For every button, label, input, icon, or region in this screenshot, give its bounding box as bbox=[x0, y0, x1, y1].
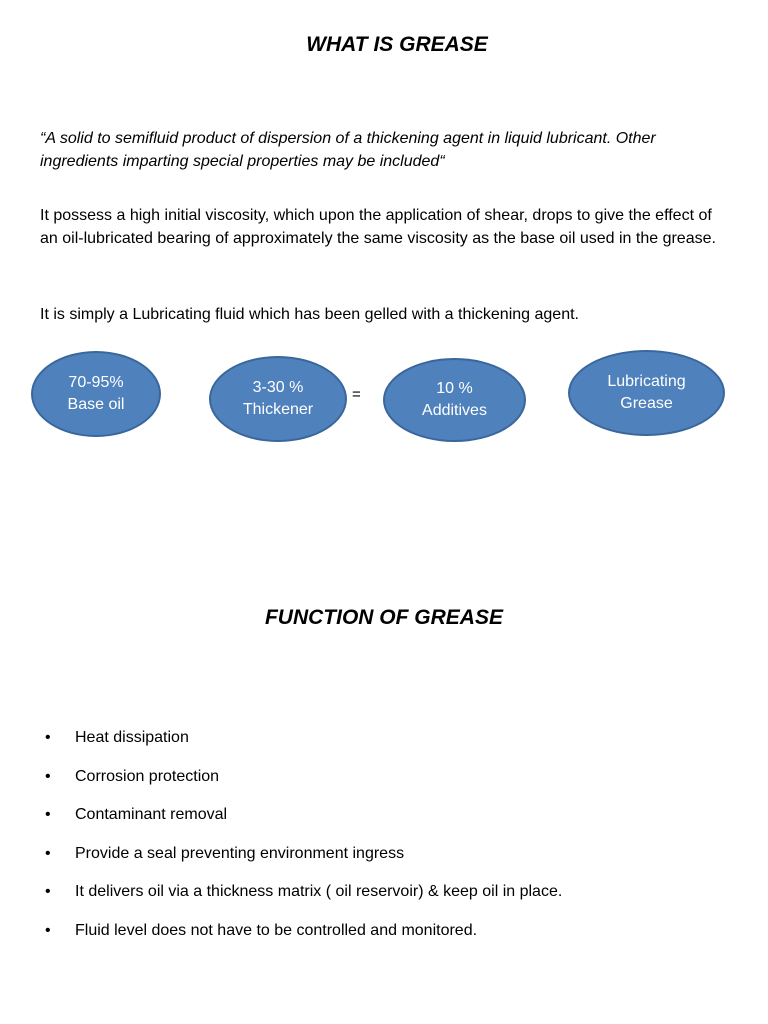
definition-quote: “A solid to semifluid product of dispersion of a thickening agent in liquid lubricant. Other ingredients imparting special properties may be included“ bbox=[40, 130, 656, 170]
base-oil-label: Base oil bbox=[67, 396, 125, 413]
bullet-dot: • bbox=[45, 767, 51, 785]
bullet-dot: • bbox=[45, 883, 51, 900]
page-title: WHAT IS GREASE bbox=[306, 33, 488, 56]
grease-label-line1: Lubricating bbox=[607, 373, 686, 390]
additives-ellipse bbox=[383, 358, 526, 442]
bullet-dot: • bbox=[45, 921, 51, 939]
section-title-function: FUNCTION OF GREASE bbox=[264, 606, 503, 629]
lubricating-grease-ellipse bbox=[568, 350, 725, 436]
bullet-dot: • bbox=[45, 844, 51, 862]
bullet-text: Fluid level does not have to be controlled and monitored. bbox=[75, 921, 478, 939]
base-oil-ellipse bbox=[31, 351, 161, 437]
bullet-item bbox=[40, 804, 562, 843]
bullet-dot: • bbox=[45, 729, 51, 746]
thickener-label: Thickener bbox=[242, 401, 314, 418]
function-bullet-list bbox=[40, 727, 562, 958]
bullet-item bbox=[40, 766, 562, 805]
additives-label: Additives bbox=[422, 402, 487, 419]
equals-sign: = bbox=[352, 386, 361, 403]
bullet-text: Contaminant removal bbox=[75, 806, 228, 823]
simple-definition-paragraph: It is simply a Lubricating fluid which has been gelled with a thickening agent. bbox=[40, 306, 579, 323]
bullet-text: Heat dissipation bbox=[75, 729, 189, 746]
bullet-item bbox=[40, 727, 562, 766]
bullet-text: It delivers oil via a thickness matrix ( oil reservoir) & keep oil in place. bbox=[75, 883, 563, 900]
bullet-text: Corrosion protection bbox=[75, 767, 220, 785]
bullet-item bbox=[40, 843, 562, 882]
bullet-dot: • bbox=[45, 806, 51, 823]
additives-percent: 10 % bbox=[436, 380, 473, 397]
bullet-item bbox=[40, 920, 562, 959]
viscosity-paragraph: It possess a high initial viscosity, which upon the application of shear, drops to give the effect of an oil-lubricated bearing of approximately the same viscosity as the base oil used in the grease. bbox=[40, 207, 716, 247]
grease-label-line2: Grease bbox=[620, 395, 673, 412]
bullet-text: Provide a seal preventing environment ingress bbox=[75, 844, 405, 862]
base-oil-percent: 70-95% bbox=[68, 374, 124, 391]
thickener-percent: 3-30 % bbox=[252, 379, 304, 396]
bullet-item bbox=[40, 881, 562, 920]
thickener-ellipse bbox=[209, 356, 347, 442]
